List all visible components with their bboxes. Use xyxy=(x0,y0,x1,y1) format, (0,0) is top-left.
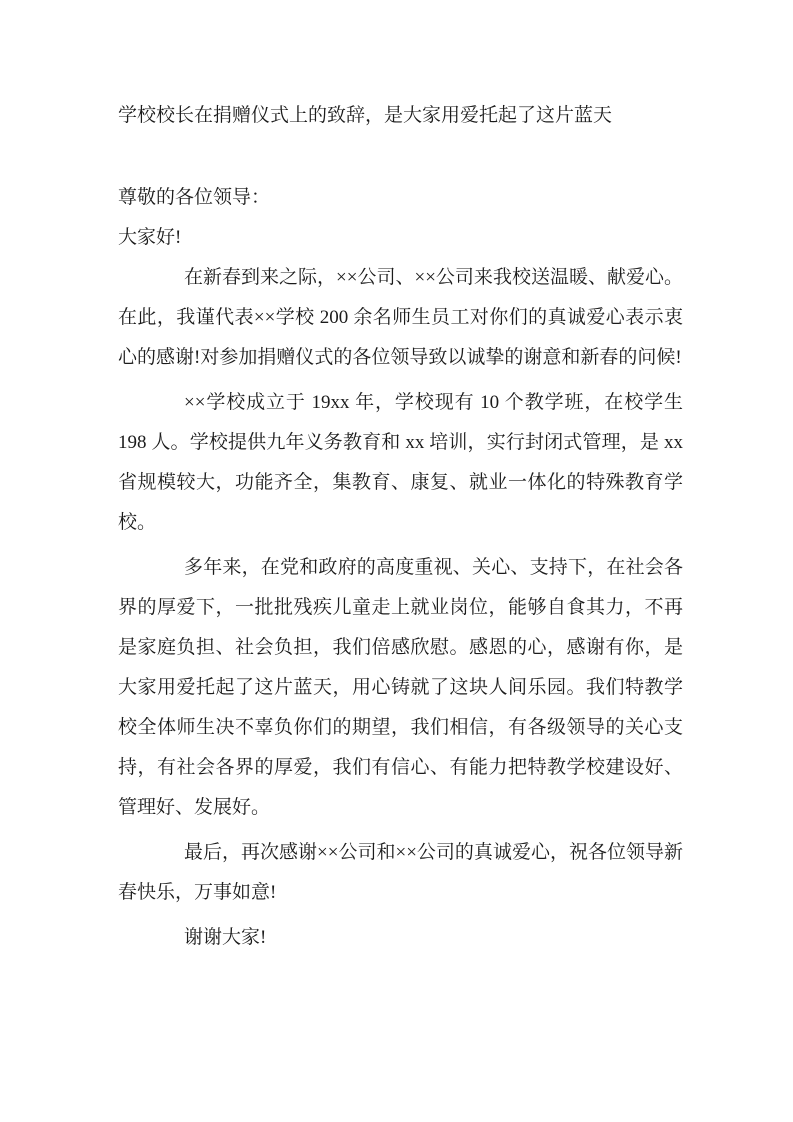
salutation-line: 尊敬的各位领导： xyxy=(118,187,271,208)
body-paragraph: 在新春到来之际，××公司、××公司来我校送温暖、献爱心。在此，我谨代表××学校 200 余名师生员工对你们的真诚爱心表示衷心的感谢!对参加捐赠仪式的各位领导致以诚挚的谢意和新春的问候! xyxy=(118,267,683,368)
body-paragraph: 最后，再次感谢××公司和××公司的真诚爱心，祝各位领导新春快乐，万事如意! xyxy=(118,842,683,903)
greeting-line: 大家好! xyxy=(118,227,182,248)
document-title: 学校校长在捐赠仪式上的致辞，是大家用爱托起了这片蓝天 xyxy=(118,105,613,126)
body-paragraph: 多年来，在党和政府的高度重视、关心、支持下，在社会各界的厚爱下，一批批残疾儿童走上就业岗位，能够自食其力，不再是家庭负担、社会负担，我们倍感欣慰。感恩的心，感谢有你，是大家用爱托起了这片蓝天，用心铸就了这块人间乐园。我们特教学校全体师生决不辜负你们的期望，我们相信，有各级领导的关心支持，有社会各界的厚爱，我们有信心、有能力把特教学校建设好、管理好、发展好。 xyxy=(118,557,683,818)
closing-line: 谢谢大家! xyxy=(184,927,267,948)
body-paragraph: ××学校成立于 19xx 年，学校现有 10 个教学班，在校学生 198 人。学校提供九年义务教育和 xx 培训，实行封闭式管理，是 xx 省规模较大，功能齐全，集教育、康复、就业一体化的特殊教育学校。 xyxy=(118,392,683,533)
